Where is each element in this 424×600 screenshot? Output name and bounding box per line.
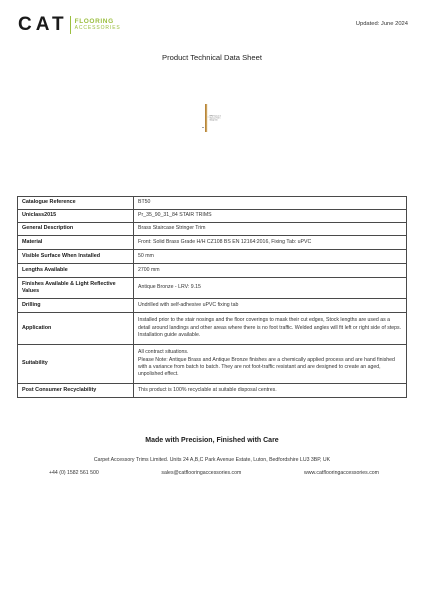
logo-subtitle bbox=[75, 18, 121, 32]
product-image-label-3: Stringer trim bbox=[209, 120, 218, 122]
spec-label: Post Consumer Recyclability bbox=[18, 384, 134, 398]
table-row bbox=[18, 384, 407, 398]
table-row bbox=[18, 264, 407, 278]
logo-wordmark: CAT bbox=[18, 14, 68, 35]
spec-label: General Description bbox=[18, 223, 134, 236]
spec-value: Antique Bronze - LRV: 9.15 bbox=[134, 278, 407, 299]
spec-value: Installed prior to the stair nosings and the floor coverings to mask their cut edges, Stock lengths are used as a detail around landings and other areas where there is no foot traffic. Welded angles will fit left or right side of steps. Installation guide available. bbox=[134, 313, 407, 345]
spec-value: BT50 bbox=[134, 197, 407, 210]
page-header bbox=[18, 14, 408, 38]
spec-value: This product is 100% recyclable at suitable disposal centres. bbox=[134, 384, 407, 398]
logo-subtitle-line2: ACCESSORIES bbox=[74, 25, 121, 31]
spec-label: Visible Surface When Installed bbox=[18, 250, 134, 264]
spec-value: 50 mm bbox=[134, 250, 407, 264]
table-row bbox=[18, 210, 407, 223]
spec-label: Material bbox=[18, 236, 134, 250]
contact-details bbox=[49, 470, 379, 476]
spec-label: Suitability bbox=[18, 345, 134, 384]
logo-divider bbox=[70, 16, 71, 34]
table-row bbox=[18, 299, 407, 313]
spec-label: Finishes Available & Light Reflective Values bbox=[18, 278, 134, 299]
spec-label: Catalogue Reference bbox=[18, 197, 134, 210]
document-title: Product Technical Data Sheet bbox=[162, 53, 262, 62]
logo-subtitle-line1: FLOORING bbox=[74, 18, 114, 25]
spec-value: Brass Staircase Stringer Trim bbox=[134, 223, 407, 236]
table-row bbox=[18, 236, 407, 250]
table-row bbox=[18, 345, 407, 384]
stair-trim-product-icon bbox=[198, 103, 226, 133]
updated-date: Updated: June 2024 bbox=[355, 21, 408, 27]
spec-table bbox=[17, 196, 407, 398]
spec-value: 2700 mm bbox=[134, 264, 407, 278]
company-logo bbox=[18, 14, 121, 36]
spec-value: Undrilled with self-adhesive uPVC fixing tab bbox=[134, 299, 407, 313]
footer-tagline: Made with Precision, Finished with Care bbox=[145, 437, 279, 444]
table-row bbox=[18, 278, 407, 299]
website-link[interactable]: www.catflooringaccessories.com bbox=[304, 470, 379, 476]
spec-value: All contract situations. Please Note: Antique Brass and Antique Bronze finishes are a chemically applied process and are hand finished with a variance from batch to batch. They are not foot-traffic resistant and are designed to create an aged, unpolished effect. bbox=[134, 345, 407, 384]
table-row bbox=[18, 250, 407, 264]
email-link[interactable]: sales@catflooringaccessories.com bbox=[161, 470, 242, 476]
spec-value: Front: Solid Brass Grade H/H CZ108 BS EN 12164:2016, Fixing Tab: uPVC bbox=[134, 236, 407, 250]
table-row bbox=[18, 223, 407, 236]
spec-value: Pr_35_90_31_84 STAIR TRIMS bbox=[134, 210, 407, 223]
spec-label: Lengths Available bbox=[18, 264, 134, 278]
spec-label: Uniclass2015 bbox=[18, 210, 134, 223]
spec-label: Drilling bbox=[18, 299, 134, 313]
company-address: Carpet Accessory Trims Limited. Units 24 A,B,C Park Avenue Estate, Luton, Bedfordshire LU3 3BP, UK bbox=[93, 457, 331, 463]
phone-number[interactable]: +44 (0) 1582 561 500 bbox=[49, 470, 99, 476]
product-image-label-2: Staircase Trim 5 bbox=[209, 118, 221, 120]
spec-label: Application bbox=[18, 313, 134, 345]
table-row bbox=[18, 197, 407, 210]
table-row bbox=[18, 313, 407, 345]
product-image-label-1: EPM/ Tiny Line 5 bbox=[209, 116, 221, 118]
